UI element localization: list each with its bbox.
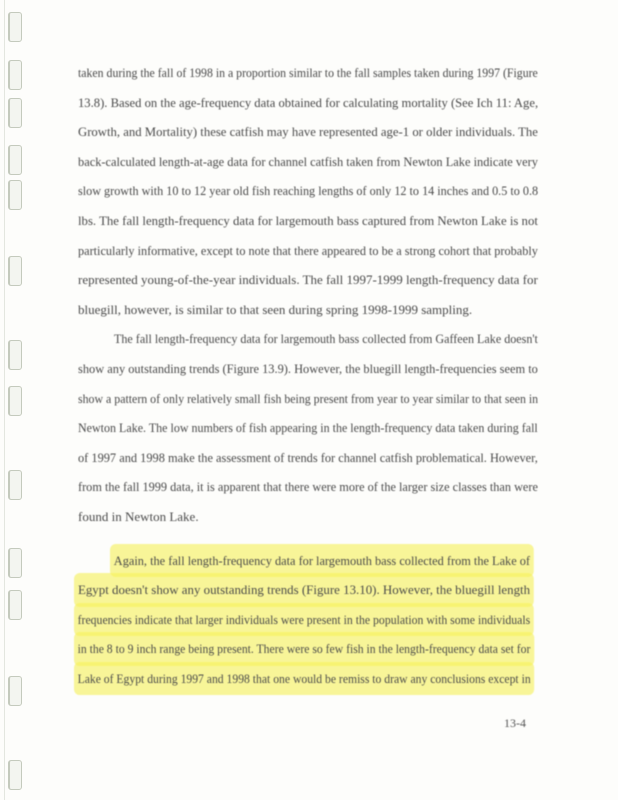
line-text: found in Newton Lake. bbox=[78, 508, 199, 524]
text-line bbox=[78, 265, 538, 295]
binder-hole bbox=[8, 386, 22, 416]
binder-hole bbox=[8, 548, 22, 578]
page-edge bbox=[4, 0, 5, 800]
binder-hole bbox=[8, 145, 22, 175]
text-line bbox=[78, 324, 538, 354]
text-line bbox=[78, 236, 538, 266]
line-text: Newton Lake. The low numbers of fish appearing in the length-frequency data taken during fall bbox=[78, 420, 538, 436]
text-line bbox=[78, 632, 538, 662]
paragraph bbox=[78, 58, 538, 324]
binder-hole bbox=[8, 60, 22, 90]
text-line bbox=[78, 147, 538, 177]
binder-hole bbox=[8, 676, 22, 706]
binder-hole bbox=[8, 12, 22, 42]
line-text: back-calculated length-at-age data for channel catfish taken from Newton Lake indicate very bbox=[78, 153, 538, 169]
line-text: Growth, and Mortality) these catfish may have represented age-1 or older individuals. The bbox=[78, 124, 538, 140]
binder-hole bbox=[8, 590, 22, 620]
text-line bbox=[78, 176, 538, 206]
page-number: 13-4 bbox=[504, 716, 526, 730]
text-line bbox=[78, 472, 538, 502]
text-line bbox=[78, 384, 538, 414]
text-line bbox=[78, 88, 538, 118]
highlighted-text: Again, the fall length-frequency data for largemouth bass collected from the Lake of bbox=[110, 544, 534, 578]
text-line bbox=[78, 117, 538, 147]
text-line bbox=[78, 354, 538, 384]
text-line bbox=[78, 413, 538, 443]
line-text: represented young-of-the-year individuals. The fall 1997-1999 length-frequency data for bbox=[78, 272, 538, 288]
highlighted-text: Lake of Egypt during 1997 and 1998 that one would be remiss to draw any conclusions except in bbox=[74, 662, 534, 696]
line-text: show any outstanding trends (Figure 13.9). However, the bluegill length-frequencies seem to bbox=[78, 360, 538, 376]
text-line bbox=[78, 544, 538, 574]
text-line bbox=[78, 443, 538, 473]
binder-hole bbox=[8, 98, 22, 128]
line-text: particularly informative, except to note that there appeared to be a strong cohort that probably bbox=[78, 242, 538, 258]
paragraph bbox=[78, 324, 538, 531]
text-line bbox=[78, 502, 538, 532]
binder-hole bbox=[8, 760, 22, 790]
text-line bbox=[78, 58, 538, 88]
line-text: bluegill, however, is similar to that seen during spring 1998-1999 sampling. bbox=[78, 301, 473, 317]
paragraph bbox=[78, 544, 538, 692]
text-line bbox=[78, 295, 538, 325]
highlighted-text: in the 8 to 9 inch range being present. There were so few fish in the length-frequency data set for bbox=[74, 632, 534, 666]
line-text: The fall length-frequency data for largemouth bass collected from Gaffeen Lake doesn't bbox=[114, 331, 538, 347]
line-text: 13.8). Based on the age-frequency data obtained for calculating mortality (See Ich 11: Age, bbox=[78, 94, 539, 110]
binder-hole bbox=[8, 180, 22, 210]
body-text bbox=[78, 58, 538, 691]
line-text: show a pattern of only relatively small fish being present from year to year similar to that seen in bbox=[78, 390, 539, 406]
binder-margin bbox=[0, 0, 40, 800]
line-text: from the fall 1999 data, it is apparent that there were more of the larger size classes than were bbox=[78, 479, 538, 495]
line-text: slow growth with 10 to 12 year old fish reaching lengths of only 12 to 14 inches and 0.5 to 0.8 bbox=[78, 183, 539, 199]
highlighted-text: frequencies indicate that larger individuals were present in the population with some individuals bbox=[74, 603, 534, 637]
highlighted-text: Egypt doesn't show any outstanding trends (Figure 13.10). However, the bluegill length bbox=[74, 573, 534, 607]
text-line bbox=[78, 573, 538, 603]
text-line bbox=[78, 206, 538, 236]
binder-hole bbox=[8, 256, 22, 286]
line-text: of 1997 and 1998 make the assessment of trends for channel catfish problematical. However, bbox=[78, 449, 538, 465]
line-text: lbs. The fall length-frequency data for largemouth bass captured from Newton Lake is not bbox=[78, 212, 538, 228]
text-line bbox=[78, 662, 538, 692]
binder-hole bbox=[8, 470, 22, 500]
paragraph-gap bbox=[78, 532, 538, 544]
binder-hole bbox=[8, 340, 22, 370]
text-line bbox=[78, 603, 538, 633]
line-text: taken during the fall of 1998 in a proportion similar to the fall samples taken during 1997 (Figure bbox=[78, 65, 538, 80]
